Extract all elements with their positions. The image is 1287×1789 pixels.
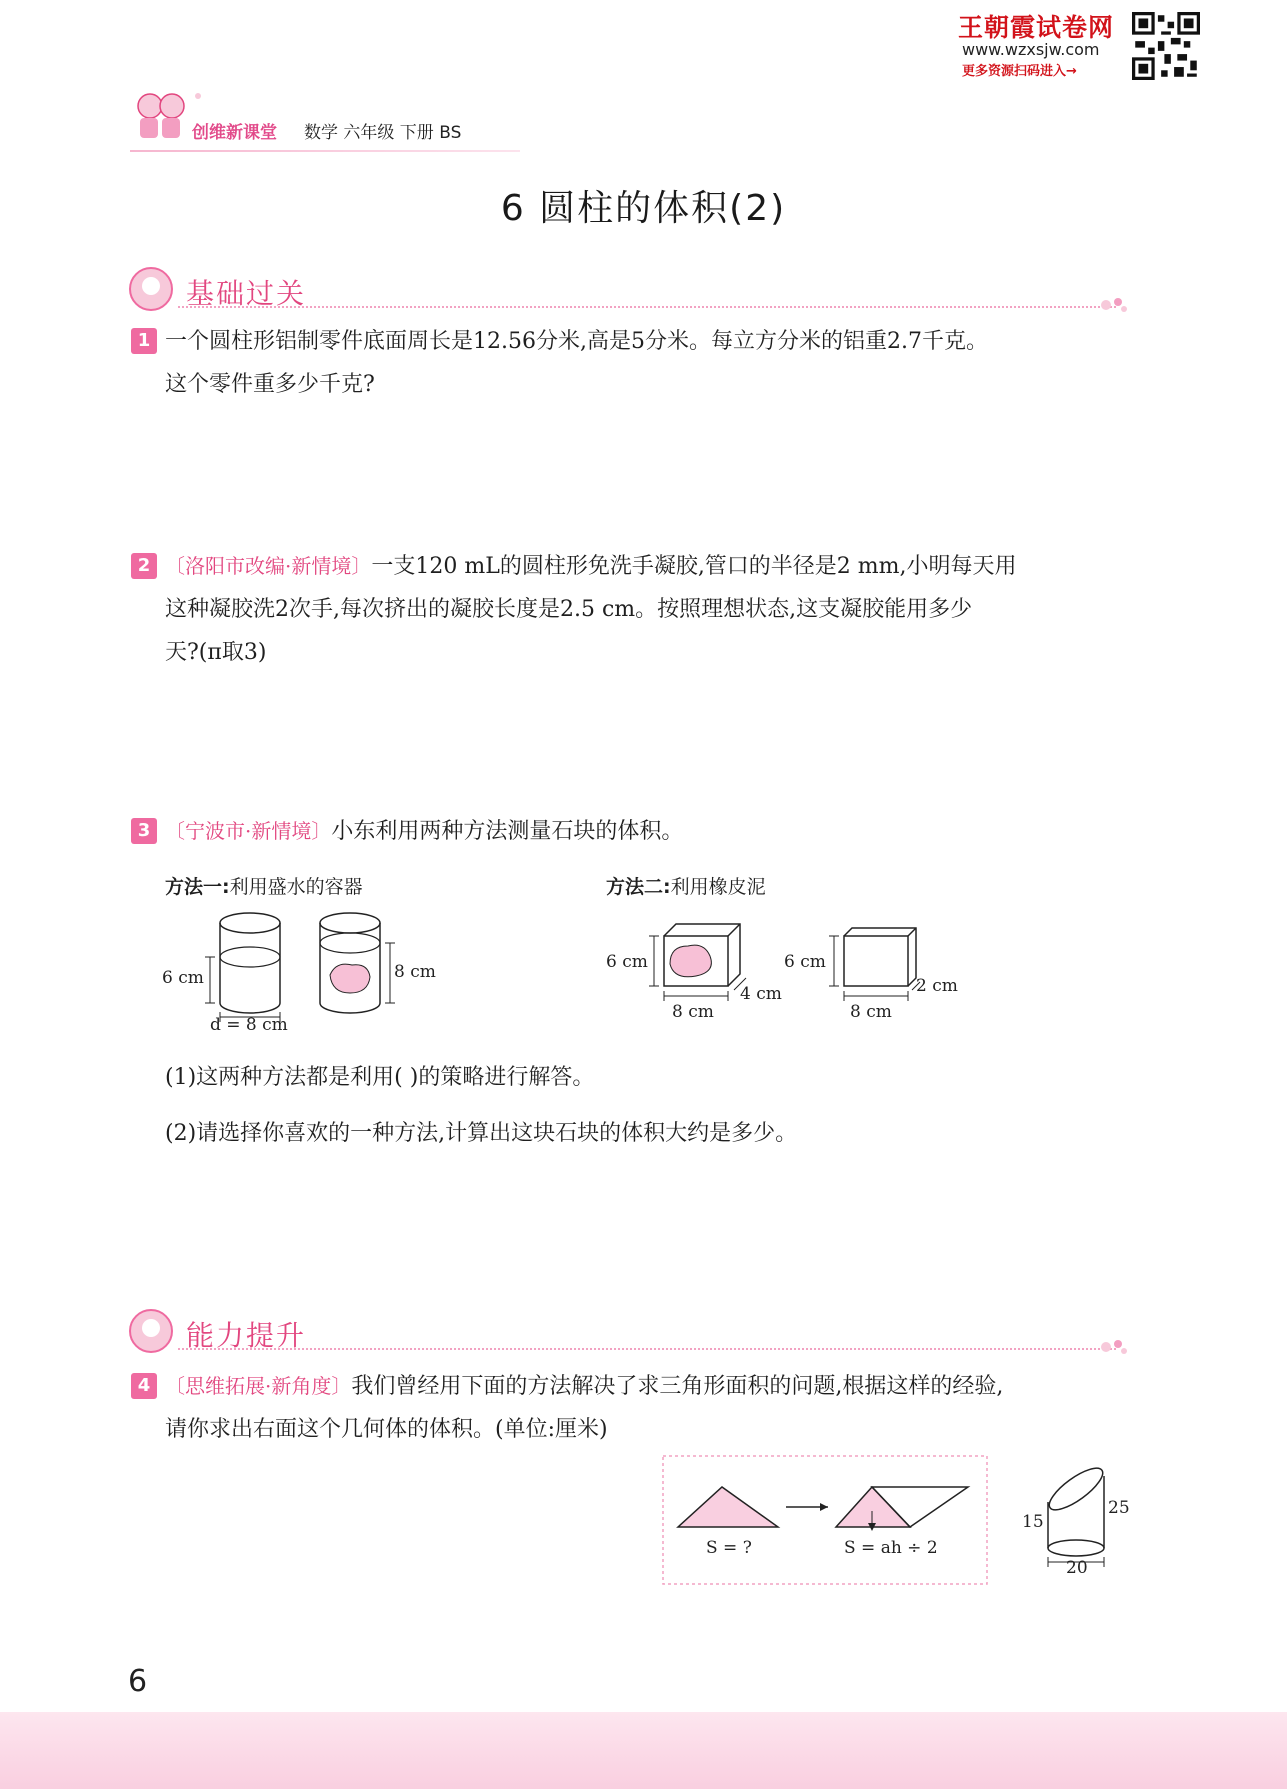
page-number: 6 [128,1664,148,1699]
header-book-info: 数学 六年级 下册 BS [304,123,462,143]
question-text: 小东利用两种方法测量石块的体积。 [331,819,684,844]
dots-decoration-icon [1100,1338,1128,1356]
question-4 [131,1365,1131,1451]
sub-question-2: (2)请选择你喜欢的一种方法,计算出这块石块的体积大约是多少。 [165,1121,798,1146]
method-2-label: 方法二:利用橡皮泥 [606,876,766,898]
dim-label: 6 cm [606,952,648,972]
qr-code-icon[interactable] [1132,12,1200,80]
question-text: 我们曾经用下面的方法解决了求三角形面积的问题,根据这样的经验, [351,1374,1004,1399]
dim-label: 4 cm [740,984,782,1004]
dim-label: 25 [1108,1498,1130,1518]
dim-label: 6 cm [162,968,204,988]
brand-title: 王朝霞试卷网 [958,13,1115,42]
section-badge-icon [128,266,174,312]
question-number: 1 [131,328,157,354]
page-title: 6 圆柱的体积(2) [500,188,787,229]
header-brand: 创维新课堂 [192,123,277,143]
question-text: 天?(π取3) [165,640,267,665]
brand-tip: 更多资源扫码进入→ [962,64,1077,79]
section-advanced [128,1308,1128,1360]
question-number: 4 [131,1373,157,1399]
dim-label: 2 cm [916,976,958,996]
dim-label: 15 [1022,1512,1044,1532]
question-text: 一个圆柱形铝制零件底面周长是12.56分米,高是5分米。每立方分米的铝重2.7千克。 [165,329,988,354]
figure-caption: S = ah ÷ 2 [844,1538,938,1558]
figure-caption: S = ? [706,1538,752,1558]
triangle-method-figure [662,1455,988,1585]
question-1 [131,320,1131,406]
dim-label: 6 cm [784,952,826,972]
question-number: 2 [131,553,157,579]
section-basic [128,266,1128,318]
method-1-label: 方法一:利用盛水的容器 [165,876,363,898]
dim-label: 20 [1066,1558,1088,1578]
question-2 [131,545,1131,674]
question-text: 请你求出右面这个几何体的体积。(单位:厘米) [165,1417,608,1442]
dim-label: 8 cm [672,1002,714,1022]
footer-band [0,1712,1287,1789]
dim-label: 8 cm [850,1002,892,1022]
header-divider [130,150,520,152]
question-tag: 〔洛阳市改编·新情境〕 [165,554,372,578]
question-number: 3 [131,818,157,844]
question-text: 这种凝胶洗2次手,每次挤出的凝胶长度是2.5 cm。按照理想状态,这支凝胶能用多少 [165,597,973,622]
sub-question-1: (1)这两种方法都是利用( )的策略进行解答。 [165,1065,595,1090]
dim-label: 8 cm [394,962,436,982]
section-rule [178,1348,1116,1350]
question-3 [131,810,1131,853]
question-tag: 〔宁波市·新情境〕 [165,819,332,843]
brand-url[interactable]: www.wzxsjw.com [962,40,1100,59]
section-label: 基础过关 [186,277,307,310]
dim-label: d = 8 cm [210,1015,288,1035]
section-rule [178,306,1116,308]
question-text: 这个零件重多少千克? [165,372,375,397]
dots-decoration-icon [1100,296,1128,314]
section-label: 能力提升 [186,1319,307,1352]
question-text: 一支120 mL的圆柱形免洗手凝胶,管口的半径是2 mm,小明每天用 [371,554,1017,579]
section-badge-icon [128,1308,174,1354]
question-tag: 〔思维拓展·新角度〕 [165,1374,352,1398]
